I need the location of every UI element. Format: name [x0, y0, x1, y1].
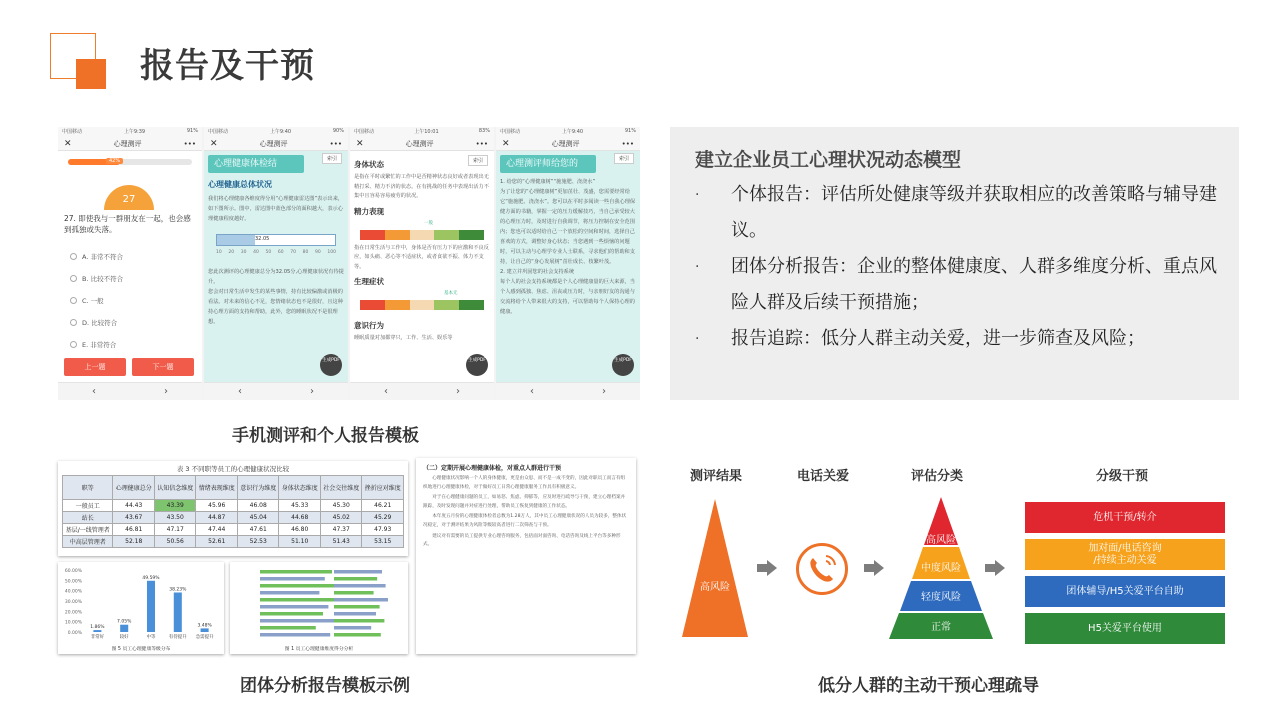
table-cell: 46.81: [113, 524, 155, 536]
heading-energy: 精力表现: [354, 206, 384, 216]
page-title: 报告及干预: [140, 46, 315, 86]
bar: [201, 628, 209, 632]
score-gauge: [216, 234, 336, 246]
phone-call-icon: [796, 543, 848, 595]
table-cell: 43.67: [113, 512, 155, 524]
x-tick-label: 较好: [119, 635, 129, 640]
bullet-marker: ·: [695, 259, 700, 275]
group-table-image: [58, 461, 408, 556]
table-cell: 47.17: [154, 524, 196, 536]
table-cell: 43.39: [154, 500, 196, 512]
more-icon[interactable]: •••: [329, 139, 342, 148]
carrier: 中国移动: [500, 129, 521, 135]
navbar: [496, 137, 640, 151]
time: 上午9:40: [269, 129, 292, 135]
caption-group: 团体分析报告模板示例: [240, 676, 410, 696]
question-number: 27: [104, 185, 154, 210]
gauge-tick: 100: [327, 250, 336, 255]
score-paragraph: 您此次测评的心理健康总分为32.05分,心理健康状况有待提升。: [208, 269, 344, 285]
phone-report-dimensions: [350, 127, 494, 400]
energy-paragraph: 指在日常生活与工作中，身体是否有压力下的应激和不良反应，如头痛、恶心等不适症状，或者食欲不振、体力不支等。: [354, 244, 489, 270]
table-cell: 43.50: [154, 512, 196, 524]
gauge-tick: 50: [265, 250, 272, 255]
browser-footer: [204, 382, 348, 400]
bar: [260, 584, 337, 588]
chart-dimension-scores: [230, 562, 408, 654]
table-row-label: 一般员工: [63, 500, 113, 512]
intervention-levels: [1025, 502, 1225, 650]
bullet-group-report: [695, 249, 1225, 321]
gauge-tick: 60: [277, 250, 284, 255]
browser-footer: [58, 382, 202, 400]
prev-button[interactable]: 上一题: [64, 358, 126, 376]
bar: [260, 619, 336, 623]
table-header-cell: 心理健康总分: [113, 476, 155, 500]
phone-screenshots: [58, 127, 640, 400]
table-cell: 45.96: [196, 500, 238, 512]
flow-label-intervene: 分级干预: [1096, 469, 1149, 484]
logo: [50, 33, 106, 89]
gauge-tick: 40: [253, 250, 259, 255]
score-gauge-fill: [217, 235, 255, 245]
y-tick-label: 50.00%: [64, 579, 82, 585]
table-cell: 46.08: [237, 500, 279, 512]
y-tick-label: 0.00%: [67, 631, 82, 636]
table-header-cell: 挫折应对维度: [362, 476, 404, 500]
time: 上午10:01: [414, 129, 439, 135]
bar: [334, 605, 380, 609]
gauge-tick: 20: [228, 250, 235, 255]
browser-footer: [496, 382, 640, 400]
index-button[interactable]: 索引: [468, 155, 488, 166]
score-value: 32.05: [255, 236, 270, 242]
back-icon[interactable]: ‹: [92, 386, 96, 397]
y-tick-label: 60.00%: [64, 569, 82, 574]
intervention-level-box: H5关爱平台使用: [1025, 613, 1225, 644]
table-cell: 45.29: [362, 512, 404, 524]
forward-icon[interactable]: ›: [310, 386, 314, 397]
table-cell: 50.56: [154, 536, 196, 548]
option-a[interactable]: [70, 245, 123, 267]
body-state-paragraph: 是指在平时或繁忙的工作中是否精神状态良好或者表现出无精打采、精力不济的状态。在有挑战的任务中表现出活力不集中且容易容易疲劳的状况。: [354, 174, 489, 199]
table-body: [63, 500, 404, 548]
bar: [260, 633, 330, 637]
intervention-level-box: 危机干预/转介: [1025, 502, 1225, 533]
group-report-document: [416, 458, 636, 654]
dimension-scores-svg: [230, 562, 408, 654]
logo-fill: [76, 59, 106, 89]
options-list: [70, 245, 123, 355]
table-cell: 46.80: [279, 524, 321, 536]
table-row-label: 站长: [63, 512, 113, 524]
nav-title: 心理测评: [259, 139, 288, 148]
table-cell: 52.53: [237, 536, 279, 548]
table-cell: 47.61: [237, 524, 279, 536]
time: 上午9:40: [561, 129, 584, 135]
symptoms-marker: 基本无: [444, 291, 458, 296]
flow-label-result: 测评结果: [690, 469, 743, 484]
table-cell: 45.04: [237, 512, 279, 524]
forward-icon[interactable]: ›: [164, 386, 168, 397]
chart-level-distribution: [58, 562, 224, 654]
info-title: 建立企业员工心理状况动态模型: [695, 149, 962, 171]
status-bar: [350, 127, 494, 137]
table-header-cell: 认知信念维度: [154, 476, 196, 500]
table-row-label: 中高层管理者: [63, 536, 113, 548]
back-icon[interactable]: ‹: [530, 386, 534, 397]
advice-1-title: 1. 给您的“心理健康树”“施施肥、浇浇水”: [500, 179, 596, 185]
info-box: [670, 127, 1239, 400]
bar: [334, 577, 377, 581]
bar: [334, 570, 382, 574]
risk-pyramid: [886, 495, 996, 641]
doc-paragraph: 心理健康状况影响一个人的身体健康，更是由众思、而不是一成不变的，因此对职员工而言有组织地进行心理健康体检，对于做好员工日常心理健康服务工作具有积极意义。: [423, 476, 626, 490]
y-tick-label: 30.00%: [64, 600, 82, 605]
carrier: 中国移动: [354, 129, 375, 135]
time: 上午9:39: [123, 129, 146, 135]
battery: 83%: [478, 128, 490, 134]
bar: [334, 633, 381, 637]
bar: [260, 598, 341, 602]
bar: [334, 584, 386, 588]
progress-bar: [68, 159, 192, 165]
section-title: 心理健康总体状况: [208, 180, 272, 189]
advice-2-title: 2. 建立并巩固您的社会支持系统: [500, 269, 575, 275]
gauge-ticks: [216, 250, 336, 255]
radio-icon: [70, 319, 77, 326]
group-table: [62, 475, 404, 548]
bar: [260, 626, 316, 630]
table-header-cell: 意识行为维度: [237, 476, 279, 500]
heading-symptoms: 生理症状: [354, 277, 384, 286]
table-cell: 47.93: [362, 524, 404, 536]
status-bar: [204, 127, 348, 137]
pyramid-label-high: 高风险: [926, 535, 956, 546]
index-button[interactable]: 索引: [322, 153, 342, 164]
bar: [334, 598, 388, 602]
bullet-tracking: [695, 321, 1225, 357]
y-tick-label: 40.00%: [64, 589, 82, 595]
phone-report-overall: [204, 127, 348, 400]
level-distribution-svg: [58, 562, 224, 654]
close-icon[interactable]: ✕: [356, 138, 364, 149]
bar-value-label: 1.86%: [90, 625, 105, 631]
heading-body-state: 身体状态: [354, 160, 384, 169]
table-cell: 44.87: [196, 512, 238, 524]
table-row: [63, 512, 404, 524]
gauge-tick: 90: [315, 250, 321, 255]
bar: [334, 591, 374, 595]
carrier: 中国移动: [62, 129, 83, 135]
bullet-text: 个体报告：评估所处健康等级并获取相应的改善策略与辅导建议。: [731, 184, 1217, 241]
symptoms-strip: [360, 300, 484, 310]
table-title: 表 3 不同职等员工的心理健康状况比较: [176, 465, 290, 473]
table-row: [63, 500, 404, 512]
bar: [334, 619, 384, 623]
bar: [260, 605, 328, 609]
x-tick-label: 有待提升: [168, 635, 187, 640]
report-banner: 心理测评师给您的: [500, 155, 596, 173]
table-cell: 51.43: [320, 536, 362, 548]
navbar: [350, 137, 494, 151]
report-body: [204, 151, 348, 382]
table-cell: 52.61: [196, 536, 238, 548]
table-cell: 47.44: [196, 524, 238, 536]
table-cell: 44.43: [113, 500, 155, 512]
bar: [93, 630, 101, 632]
bar: [260, 577, 325, 581]
bar-value-label: 49.59%: [142, 575, 160, 581]
risk-triangle: [680, 495, 750, 640]
bar: [147, 581, 155, 632]
nav-title: 心理测评: [113, 139, 142, 148]
battery: 91%: [624, 128, 636, 134]
intervention-level-box: 加对面/电话咨询 /持续主动关爱: [1025, 539, 1225, 570]
nav-title: 心理测评: [405, 139, 434, 148]
table-cell: 46.21: [362, 500, 404, 512]
status-bar: [58, 127, 202, 137]
option-label: E. 非常符合: [82, 340, 117, 349]
triangle-shape: [682, 499, 748, 637]
table-cell: 51.10: [279, 536, 321, 548]
table-row: [63, 536, 404, 548]
intervention-level-box: 团体辅导/H5关爱平台自助: [1025, 576, 1225, 607]
table-header-row: [63, 476, 404, 500]
doc-heading: （二）定期开展心理健康体检，对重点人群进行干预: [423, 465, 562, 472]
caption-flow: 低分人群的主动干预心理疏导: [818, 676, 1039, 696]
table-cell: 53.15: [362, 536, 404, 548]
section-paragraph: 我们将心理健康各维度得分用“心理健康雷达图”表示出来，如下图所示。图中，雷达图中蓝色部分的面积越大，表示心理健康程度越好。: [208, 196, 344, 222]
option-b[interactable]: [70, 267, 123, 289]
behavior-paragraph: 睡眠质量对加都穿只，工作、生活、娱乐等: [354, 335, 453, 341]
caption-phones: 手机测评和个人报告模板: [232, 426, 419, 446]
flow-label-call: 电话关爱: [797, 469, 850, 484]
option-label: A. 非常不符合: [82, 252, 123, 261]
bullet-text: 团体分析报告：企业的整体健康度、人群多维度分析、重点风险人群及后续干预措施；: [731, 256, 1217, 313]
navbar: [204, 137, 348, 151]
radio-icon: [70, 275, 77, 282]
radio-icon: [70, 341, 77, 348]
table-cell: 45.02: [320, 512, 362, 524]
phone-glyph: [799, 546, 845, 592]
pyramid-label-light: 轻度风险: [921, 592, 961, 603]
table-header-cell: 社会交往维度: [320, 476, 362, 500]
table-cell: 45.33: [279, 500, 321, 512]
heading-behavior: 意识行为: [354, 321, 384, 330]
forward-icon[interactable]: ›: [456, 386, 460, 397]
x-tick-label: 急需提升: [195, 635, 214, 640]
option-label: C. 一般: [82, 296, 104, 305]
bullet-individual-report: [695, 177, 1225, 249]
nav-title: 心理测评: [551, 139, 580, 148]
triangle-label: 高风险: [700, 582, 730, 593]
chart-title: 图 1 员工心理健康维度得分分析: [284, 647, 354, 652]
bullet-text: 报告追踪：低分人群主动关爱，进一步筛查及风险；: [731, 328, 1145, 349]
option-label: B. 比较不符合: [82, 274, 124, 283]
forward-icon[interactable]: ›: [602, 386, 606, 397]
close-icon[interactable]: ✕: [502, 138, 510, 149]
generate-pdf-button[interactable]: 生成PDF: [612, 354, 634, 376]
doc-paragraph: 建议对有需要的员工提供专业心理咨询服务，包括面对面咨询、电话咨询及线上平台等多种形式。: [423, 533, 621, 548]
question-text: 27. 即使我与一群朋友在一起，也会感到孤独或失落。: [64, 214, 191, 234]
bar: [334, 612, 376, 616]
navbar: [58, 137, 202, 151]
bar: [260, 612, 323, 616]
index-button[interactable]: 索引: [614, 153, 634, 164]
battery: 91%: [186, 128, 198, 134]
close-icon[interactable]: ✕: [64, 138, 72, 149]
back-icon[interactable]: ‹: [384, 386, 388, 397]
table-header-cell: 职等: [63, 476, 113, 500]
more-icon[interactable]: •••: [621, 139, 634, 148]
energy-strip: [360, 230, 484, 240]
back-icon[interactable]: ‹: [238, 386, 242, 397]
bar: [334, 626, 371, 630]
option-label: D. 比较符合: [82, 318, 118, 327]
advice-2-body: 每个人的社会支持系统都是个人心理健康量的巨大来源，当个人感到孤独、焦虑、沮丧或压力时，与亲朋好友的沟通与交流将给个人带来很大的支持，可以帮助每个人保持心理的健康。: [500, 279, 635, 315]
table-cell: 47.37: [320, 524, 362, 536]
table-cell: 52.18: [113, 536, 155, 548]
progress-label: 42%: [106, 158, 123, 164]
report-body: [350, 151, 494, 382]
bullet-marker: ·: [695, 331, 700, 347]
y-tick-label: 10.00%: [64, 620, 82, 626]
more-icon[interactable]: •••: [475, 139, 488, 148]
info-bullets: [695, 177, 1225, 357]
report-banner: 心理健康体检结: [208, 155, 304, 173]
bar-value-label: 38.23%: [169, 587, 187, 593]
radio-icon: [70, 297, 77, 304]
flow-label-classify: 评估分类: [911, 469, 964, 484]
detail-paragraph: 您会对日常生活中发生的某些事情，持有比较偏激或消极的看法。对未来的信心不足，您情绪状态也不是很好，且这种持心理方面的支持和帮助，此外，您的睡眠状况不是很理想。: [208, 289, 343, 325]
close-icon[interactable]: ✕: [210, 138, 218, 149]
table-row: [63, 524, 404, 536]
bar: [260, 591, 319, 595]
pyramid-label-medium: 中度风险: [921, 563, 961, 574]
browser-footer: [350, 382, 494, 400]
x-tick-label: 中等: [146, 635, 156, 640]
gauge-tick: 80: [302, 250, 309, 255]
bar: [120, 625, 128, 632]
pyramid-label-normal: 正常: [931, 622, 951, 633]
x-tick-label: 非常好: [90, 635, 105, 640]
bar: [174, 592, 182, 632]
report-body: [496, 151, 640, 382]
table-header-cell: 身体状态维度: [279, 476, 321, 500]
gauge-tick: 70: [290, 250, 296, 255]
y-tick-label: 20.00%: [64, 610, 82, 616]
next-button[interactable]: 下一题: [132, 358, 194, 376]
generate-pdf-button[interactable]: 生成PDF: [320, 354, 342, 376]
phone-quiz: [58, 127, 202, 400]
option-d[interactable]: [70, 311, 123, 333]
gauge-tick: 30: [240, 250, 247, 255]
doc-paragraph: 本年度五月份的心理健康体检者总数为1.28万人，其中员工心理健康状况的人员为较多，整体状况稳定，对于测评结果为风险等级较高者进行二次筛查与干预。: [423, 514, 627, 528]
carrier: 中国移动: [208, 129, 229, 135]
option-e[interactable]: [70, 333, 123, 355]
chart-title: 图 5 员工心理健康等级分布: [111, 647, 171, 652]
status-bar: [496, 127, 640, 137]
bullet-marker: ·: [695, 187, 700, 203]
table-header-cell: 情绪表现维度: [196, 476, 238, 500]
table-cell: 45.30: [320, 500, 362, 512]
doc-paragraph: 对于在心理健康问题的员工，如易怒、焦虑、抑郁等，应及时进行疏导与干预，建立心理档案并跟踪，及时发现问题并对症进行处理，帮助员工恢复到健康的工作状态。: [423, 495, 626, 509]
generate-pdf-button[interactable]: 生成PDF: [466, 354, 488, 376]
option-c[interactable]: [70, 289, 123, 311]
advice-1-body: 为了让您的“心理健康树”更加茁壮、茂盛，您需要经常给它“施施肥、浇浇水”。您可以在平时多阅读一些自我心理保健方面的书籍，掌握一定的压力缓解技巧，当自己承受较大的心理压力时，及时进行自我调节，将压力控制在安全范围内；您也可以适时给自己一个放松的空间和时间，选择自己喜欢的方式，调整好身心状态；当您遇到一些烦恼的问题时，可以主动与心理学专业人士联系，寻求他们的帮助和支持，让自己的“身心发展树”茁壮成长、枝繁叶茂。: [500, 189, 636, 265]
phone-report-advice: [496, 127, 640, 400]
table-cell: 44.68: [279, 512, 321, 524]
table-row-label: 基层/一线管理者: [63, 524, 113, 536]
more-icon[interactable]: •••: [183, 139, 196, 148]
bar: [260, 570, 332, 574]
energy-marker: 一般: [424, 220, 433, 226]
radio-icon: [70, 253, 77, 260]
bar-value-label: 3.48%: [197, 623, 212, 629]
bar-value-label: 7.05%: [117, 619, 132, 625]
gauge-tick: 10: [216, 250, 222, 255]
battery: 90%: [332, 128, 344, 134]
